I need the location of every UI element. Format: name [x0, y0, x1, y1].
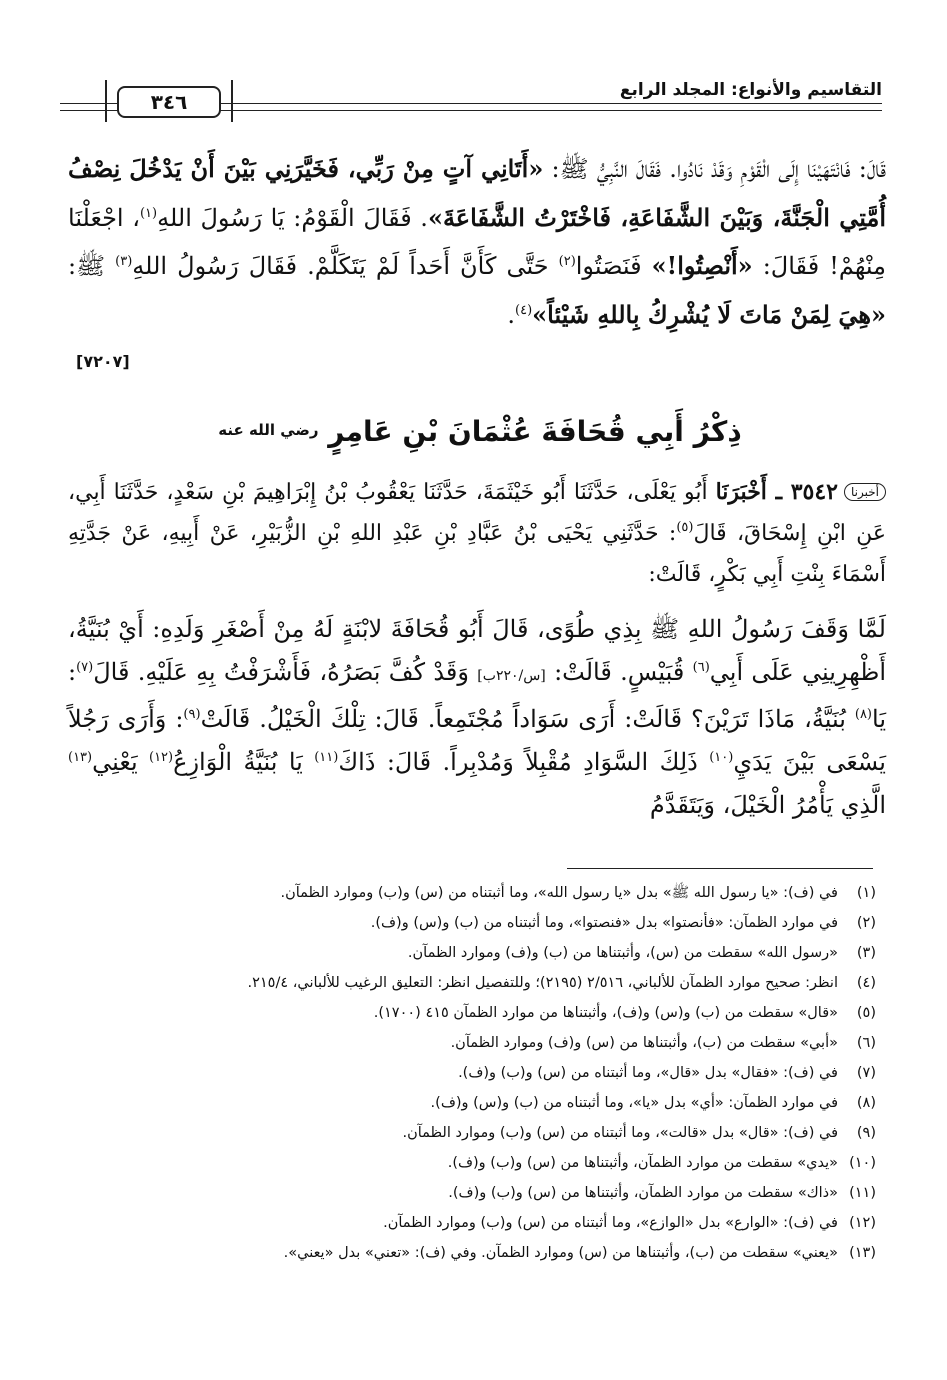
header-title: التقاسيم والأنواع: المجلد الرابع: [614, 80, 882, 100]
footnote-item: [76, 1088, 876, 1118]
text-span: لَمَّا وَقَفَ رَسُولُ اللهِ ﷺ بِذِي طُوًى، قَالَ أَبُو قُحَافَةَ لابْنَةٍ لَهُ مِنْ أَصْغَرِ وَلَدِهِ: أَيْ بُنَيَّةُ، أَظْهِرِينِي عَلَى أَبِي: [68, 615, 886, 686]
footnote-ref[interactable]: (١١): [314, 750, 339, 765]
footnote-item: [76, 878, 876, 908]
footnote-item: [76, 1148, 876, 1178]
footnote-ref[interactable]: (٨): [854, 707, 872, 722]
text-span: ﷺ:: [68, 252, 116, 280]
footnote-item: [76, 1118, 876, 1148]
footnote-text: «يعني» سقطت من (ب)، وأثبتناها من (س) وموارد الظمآن. وفي (ف): «تعني» بدل «يعني».: [283, 1245, 838, 1261]
footnote-number: (١٠): [849, 1155, 876, 1171]
footnotes-list: [76, 878, 876, 1268]
footnote-number: (١٣): [849, 1245, 876, 1261]
prophetic-quote: «أَتَانِي آتٍ مِنْ رَبِّي، فَخَيَّرَنِي بَيْنَ أَنْ يَدْخُلَ نِصْفُ أُمَّتِي الْجَنَّةَ، وَبَيْنَ الشَّفَاعَةِ، فَاخْتَرْتُ الشَّفَاعَةَ»: [68, 154, 887, 232]
text-span: .: [507, 300, 516, 329]
footnote-number: (١١): [849, 1185, 876, 1201]
footnote-text: «ذاك» سقطت من موارد الظمآن، وأثبتناها من (س) و(ب) و(ف).: [448, 1185, 838, 1201]
footnote-ref[interactable]: (١): [139, 205, 158, 221]
text-span: حَتَّى كَأَنَّ أَحَداً لَمْ يَتَكَلَّمْ. فَقَالَ رَسُولُ اللهِ: [132, 252, 559, 280]
footnote-number: (١٢): [849, 1215, 876, 1231]
footnote-number: (٢): [856, 915, 876, 931]
footnote-ref[interactable]: (٢): [558, 254, 576, 269]
footnote-text: انظر: صحيح موارد الظمآن للألباني، ٢/٥١٦ (٢١٩٥)؛ وللتفصيل انظر: التعليق الرغيب للألباني، ٢١٥/٤.: [247, 975, 838, 991]
footnote-ref[interactable]: (٩): [183, 707, 201, 722]
footnote-text: في موارد الظمآن: «فأنصتوا» بدل «فنصتوا»، وما أثبتناه من (ب) و(س) و(ف).: [370, 915, 838, 931]
footnote-number: (٤): [856, 975, 876, 991]
footnote-text: في (ف): «الوارع» بدل «الوازع»، وما أثبتناه من (س) و(ب) وموارد الظمآن.: [383, 1215, 838, 1231]
footnote-ref[interactable]: (١٣): [68, 750, 93, 765]
text-span: : حَدَّثَنِي يَحْيَى بْنُ عَبَّادِ بْنِ عَبْدِ اللهِ بْنِ الزُّبَيْرِ، عَنْ أَبِيهِ، عَنْ جَدَّتِهِ أَسْمَاءَ بِنْتِ أَبِي بَكْرٍ، قَالَتْ:: [68, 521, 886, 587]
prophetic-quote: «هِيَ لِمَنْ مَاتَ لَا يُشْرِكُ بِاللهِ شَيْئاً»: [532, 299, 886, 329]
footnote-item: [76, 968, 876, 998]
text-span: بُنَيَّةُ، مَاذَا تَرَيْنَ؟ قَالَتْ: أَرَى سَوَاداً مُجْتَمِعاً. قَالَ: تِلْكَ الْخَيْلُ. قَالَتْ: [200, 705, 855, 733]
footnote-ref[interactable]: (٥): [676, 520, 694, 535]
footnote-text: «رسول الله» سقطت من (س)، وأثبتناها من (ب) و(ف) وموارد الظمآن.: [407, 945, 838, 961]
footnote-item: [76, 1238, 876, 1268]
text-span: الَّذِي يَأْمُرُ الْخَيْلَ، وَيَتَقَدَّمُ: [649, 791, 886, 819]
footnote-text: «يدي» سقطت من موارد الظمآن، وأثبتناها من (س) و(ب) و(ف).: [447, 1155, 838, 1171]
footnote-ref[interactable]: (١٢): [149, 750, 174, 765]
footnote-text: «قال» سقطت من (ب) و(س) و(ف)، وأثبتناها من موارد الظمآن ٤١٥ (١٧٠٠).: [373, 1005, 838, 1021]
text-span: يَعْنِي: [92, 748, 149, 776]
text-span: ذَلِكَ السَّوَادِ مُقْبِلاً وَمُدْبِراً. قَالَ: ذَاكَ: [338, 748, 710, 776]
text-span: يَا بُنَيَّةُ الْوَازِعُ: [173, 748, 315, 776]
footnote-number: (٩): [856, 1125, 876, 1141]
manuscript-marker: [س/٢٢٠ب]: [477, 668, 546, 684]
text-span: قُبَيْسٍ. قَالَتْ:: [545, 658, 693, 686]
footnote-text: «أبي» سقطت من (ب)، وأثبتناها من (س) و(ف) وموارد الظمآن.: [450, 1035, 838, 1051]
footnote-ref[interactable]: (٦): [692, 660, 710, 675]
text-span: . فَقَالَ الْقَوْمُ: يَا رَسُولَ اللهِ: [157, 203, 428, 232]
section-heading: [120, 410, 840, 452]
hadith-reference-number: [٧٢٠٧]: [76, 352, 130, 371]
hadith-number: ٣٥٤٢ ـ: [766, 479, 838, 505]
footnote-item: [76, 1178, 876, 1208]
footnote-text: في (ف): «يا رسول الله ﷺ» بدل «يا رسول الله»، وما أثبتناه من (س) و(ب) وموارد الظمآن.: [280, 885, 838, 901]
hadith-text-continued: [68, 145, 886, 339]
footnote-number: (٦): [856, 1035, 876, 1051]
heading-text: ذِكْرُ أَبِي قُحَافَةَ عُثْمَانَ بْنِ عَامِرٍ: [328, 415, 742, 448]
footnote-number: (٨): [856, 1095, 876, 1111]
text-span: فَنَصَتُوا: [575, 252, 652, 280]
footnote-item: [76, 998, 876, 1028]
footnote-text: في (ف): «قال» بدل «قالت»، وما أثبتناه من (س) و(ب) وموارد الظمآن.: [402, 1125, 838, 1141]
footnote-item: [76, 1208, 876, 1238]
footnote-item: [76, 1058, 876, 1088]
text-span: أَبُو يَعْلَى، حَدَّثَنَا أَبُو خَيْثَمَةَ، حَدَّثَنَا يَعْقُوبُ بْنُ إِبْرَاهِيمَ بْنِ سَعْدٍ، حَدَّثَنَا أَبِي، عَنِ ابْنِ إِسْحَاقَ، قَالَ: [68, 480, 886, 546]
page-number: ٣٤٦: [117, 86, 221, 118]
footnote-number: (٥): [856, 1005, 876, 1021]
text-span: : يَا: [68, 658, 886, 733]
footnote-item: [76, 908, 876, 938]
footnote-number: (١): [856, 885, 876, 901]
footnote-text: في (ف): «فقال» بدل «قال»، وما أثبتناه من (س) و(ب) و(ف).: [458, 1065, 838, 1081]
footnote-separator: [567, 868, 873, 869]
hadith-matn: [68, 608, 886, 827]
footnote-text: في موارد الظمآن: «أي» بدل «يا»، وما أثبتناه من (ب) و(س) و(ف).: [430, 1095, 838, 1111]
text-span: ، اجْعَلْنَا مِنْهُمْ! فَقَالَ:: [68, 203, 887, 280]
text-span: قَالَ: فَانْتَهَيْنَا إِلَى الْقَوْمِ وَقَدْ نَادُوا. فَقَالَ النَّبِيُّ ﷺ:: [543, 155, 887, 183]
running-header: [60, 80, 882, 116]
hadith-isnad: [68, 472, 886, 595]
footnote-ref[interactable]: (٤): [515, 302, 533, 318]
akhbarana-badge-icon: أخبرنا: [844, 483, 886, 501]
footnote-ref[interactable]: (٣): [115, 254, 133, 269]
footnote-ref[interactable]: (٧): [76, 660, 94, 675]
honorific-text: رضي الله عنه: [218, 421, 319, 439]
akhbarana-word: أَخْبَرَنَا: [715, 479, 767, 505]
footnote-number: (٣): [856, 945, 876, 961]
prophetic-quote: «أَنْصِتُوا!»: [651, 251, 753, 280]
text-span: : وَأَرَى رَجُلاً يَسْعَى بَيْنَ يَدَيِ: [68, 705, 886, 776]
text-span: وَقَدْ كُفَّ بَصَرُهُ، فَأَشْرَفْتُ بِهِ عَلَيْهِ. قَالَ: [93, 658, 478, 686]
footnote-ref[interactable]: (١٠): [709, 750, 734, 765]
footnote-item: [76, 1028, 876, 1058]
footnote-number: (٧): [856, 1065, 876, 1081]
footnote-item: [76, 938, 876, 968]
